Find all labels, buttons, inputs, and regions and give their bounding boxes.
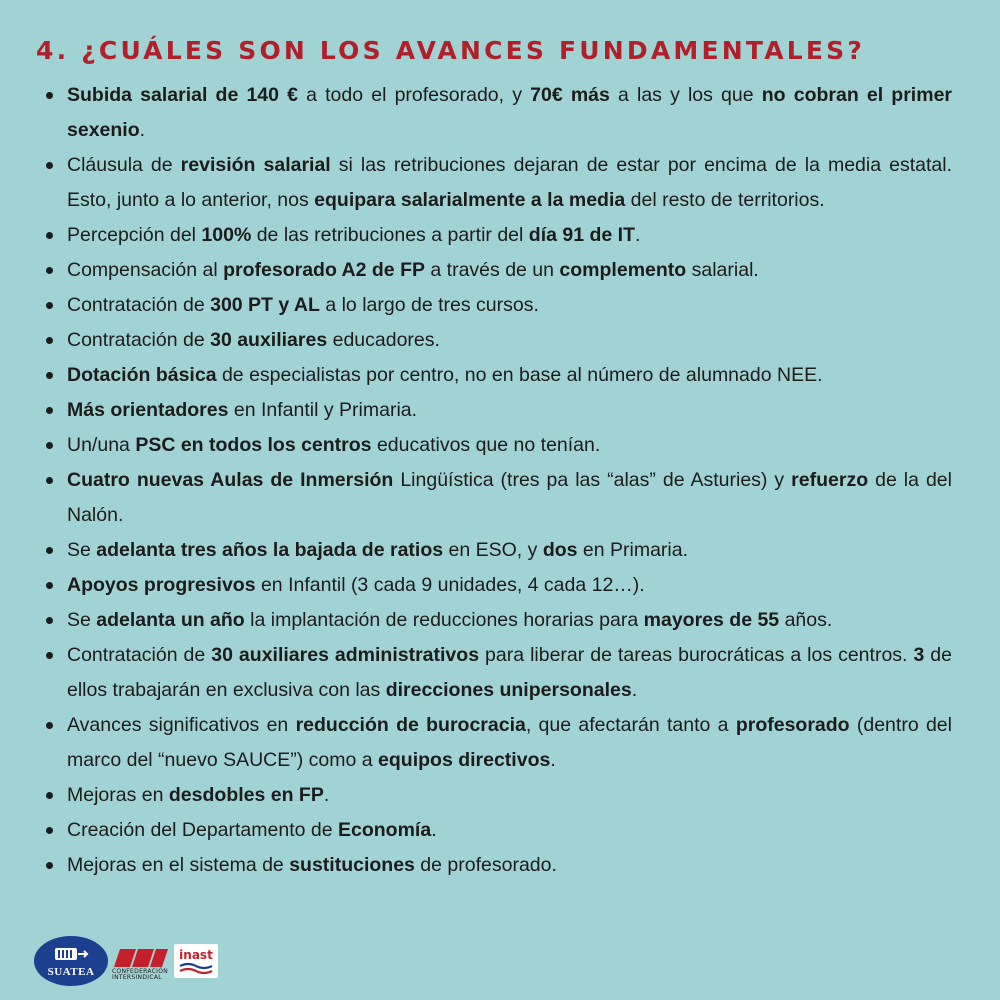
- item-text: en Infantil y Primaria.: [228, 399, 418, 421]
- bullet-icon: [46, 267, 53, 274]
- item-text: Compensación al: [67, 259, 224, 281]
- item-text: , que afectarán tanto a: [525, 714, 736, 736]
- list-item: [40, 78, 952, 148]
- item-text: Mejoras en el sistema de: [67, 854, 290, 876]
- item-text: educadores.: [327, 329, 440, 351]
- bullet-icon: [46, 442, 53, 449]
- item-text: .: [431, 819, 437, 841]
- bold-text: Apoyos progresivos: [67, 574, 256, 596]
- bold-text: equipos directivos: [378, 749, 551, 771]
- ci-logo-line2: INTERSINDICAL: [112, 974, 162, 981]
- list-item: [40, 708, 952, 778]
- bullet-icon: [46, 547, 53, 554]
- suatea-logo-text: SUATEA: [47, 965, 95, 978]
- list-item: [40, 288, 952, 323]
- item-text: del resto de territorios.: [625, 189, 825, 211]
- bullet-icon: [46, 92, 53, 99]
- item-text: .: [634, 224, 641, 246]
- list-item: [40, 603, 952, 638]
- bold-text: adelanta tres años la bajada de ratios: [96, 539, 444, 561]
- confederacion-intersindical-logo: [112, 941, 170, 981]
- item-text: a lo largo de tres cursos.: [319, 294, 539, 316]
- bold-text: desdobles en FP: [168, 784, 324, 806]
- list-item: [40, 218, 952, 253]
- bold-text: dos: [542, 539, 578, 561]
- item-text: Contratación de: [67, 644, 212, 666]
- item-text: salarial.: [686, 259, 759, 281]
- advances-list: [40, 78, 952, 883]
- inast-wave-icon: [179, 962, 213, 974]
- list-item: [40, 638, 952, 708]
- item-text: Contratación de: [67, 329, 211, 351]
- item-text: en Infantil (3 cada 9 unidades, 4 cada 12…).: [255, 574, 645, 596]
- inast-logo: [174, 944, 218, 978]
- list-item: [40, 148, 952, 218]
- bullet-icon: [46, 827, 53, 834]
- item-text: de profesorado.: [414, 854, 557, 876]
- list-item: [40, 323, 952, 358]
- item-text: de especialistas por centro, no en base al número de alumnado NEE.: [216, 364, 823, 386]
- item-text: la implantación de reducciones horarias para: [244, 609, 644, 631]
- bullet-icon: [46, 407, 53, 414]
- item-text: .: [631, 679, 638, 701]
- list-item: [40, 358, 952, 393]
- bold-text: mayores de 55: [643, 609, 780, 631]
- suatea-emblem-icon: [52, 945, 90, 965]
- bold-text: direcciones unipersonales: [385, 679, 632, 701]
- bullet-icon: [46, 372, 53, 379]
- item-text: .: [139, 119, 146, 141]
- bullet-icon: [46, 722, 53, 729]
- bold-text: Subida salarial de 140 €: [67, 84, 298, 106]
- bold-text: equipara salarialmente a la media: [314, 189, 626, 211]
- item-text: .: [323, 784, 330, 806]
- item-text: Se: [67, 539, 97, 561]
- item-text: Un/una: [67, 434, 136, 456]
- bold-text: Más orientadores: [67, 399, 229, 421]
- ci-logo-line1: CONFEDERACIÓN: [112, 968, 169, 975]
- list-item: [40, 428, 952, 463]
- list-item: [40, 778, 952, 813]
- item-text: en ESO, y: [443, 539, 543, 561]
- item-text: (dentro del marco del “nuevo SAUCE”) como a: [67, 714, 952, 771]
- bullet-icon: [46, 792, 53, 799]
- bullet-icon: [46, 582, 53, 589]
- bold-text: no cobran el primer sexenio: [67, 84, 952, 141]
- bold-text: PSC en todos los centros: [135, 434, 372, 456]
- item-text: Percepción del: [67, 224, 202, 246]
- bullet-icon: [46, 337, 53, 344]
- item-text: de las retribuciones a partir del: [251, 224, 529, 246]
- item-text: a través de un: [425, 259, 560, 281]
- bold-text: 300 PT y AL: [210, 294, 320, 316]
- item-text: Cláusula de: [67, 154, 181, 176]
- bullet-icon: [46, 652, 53, 659]
- red-flags-icon: [112, 945, 170, 969]
- bullet-icon: [46, 162, 53, 169]
- item-text: en Primaria.: [577, 539, 689, 561]
- item-text: años.: [779, 609, 833, 631]
- bullet-icon: [46, 862, 53, 869]
- bold-text: 30 auxiliares administrativos: [211, 644, 480, 666]
- item-text: Creación del Departamento de: [67, 819, 338, 841]
- item-text: a todo el profesorado, y: [297, 84, 531, 106]
- list-item: [40, 463, 952, 533]
- bold-text: Economía: [338, 819, 432, 841]
- item-text: Contratación de: [67, 294, 211, 316]
- item-text: de ellos trabajarán en exclusiva con las: [67, 644, 952, 701]
- item-text: si las retribuciones dejaran de estar por encima de la media estatal. Esto, junto a lo anterior, nos: [67, 154, 952, 211]
- list-item: [40, 533, 952, 568]
- item-text: Lingüística (tres pa las “alas” de Asturies) y: [393, 469, 792, 491]
- bullet-icon: [46, 617, 53, 624]
- item-text: .: [550, 749, 556, 771]
- bold-text: 70€ más: [530, 84, 610, 106]
- item-text: Mejoras en: [67, 784, 169, 806]
- bold-text: 30 auxiliares: [210, 329, 328, 351]
- bold-text: 3: [913, 644, 925, 666]
- suatea-logo: [34, 936, 108, 986]
- bold-text: 100%: [201, 224, 252, 246]
- bold-text: revisión salarial: [180, 154, 331, 176]
- item-text: Se: [67, 609, 97, 631]
- bold-text: sustituciones: [289, 854, 415, 876]
- list-item: [40, 813, 952, 848]
- bullet-icon: [46, 232, 53, 239]
- list-item: [40, 848, 952, 883]
- bullet-icon: [46, 477, 53, 484]
- bold-text: refuerzo: [791, 469, 869, 491]
- item-text: para liberar de tareas burocráticas a los centros.: [479, 644, 914, 666]
- bold-text: Dotación básica: [67, 364, 217, 386]
- item-text: a las y los que: [609, 84, 762, 106]
- list-item: [40, 253, 952, 288]
- list-item: [40, 568, 952, 603]
- bold-text: profesorado A2 de FP: [223, 259, 425, 281]
- bold-text: reducción de burocracia: [295, 714, 526, 736]
- item-text: Avances significativos en: [67, 714, 296, 736]
- bold-text: profesorado: [735, 714, 850, 736]
- inast-logo-text: inast: [179, 947, 213, 962]
- bold-text: día 91 de IT: [528, 224, 635, 246]
- item-text: educativos que no tenían.: [371, 434, 601, 456]
- footer-logos: [34, 934, 218, 988]
- bullet-icon: [46, 302, 53, 309]
- page-title: 4. ¿CUÁLES SON LOS AVANCES FUNDAMENTALES?: [36, 36, 866, 65]
- list-item: [40, 393, 952, 428]
- item-text: de la del Nalón.: [67, 469, 952, 526]
- bold-text: Cuatro nuevas Aulas de Inmersión: [67, 469, 394, 491]
- bold-text: complemento: [559, 259, 687, 281]
- bold-text: adelanta un año: [96, 609, 245, 631]
